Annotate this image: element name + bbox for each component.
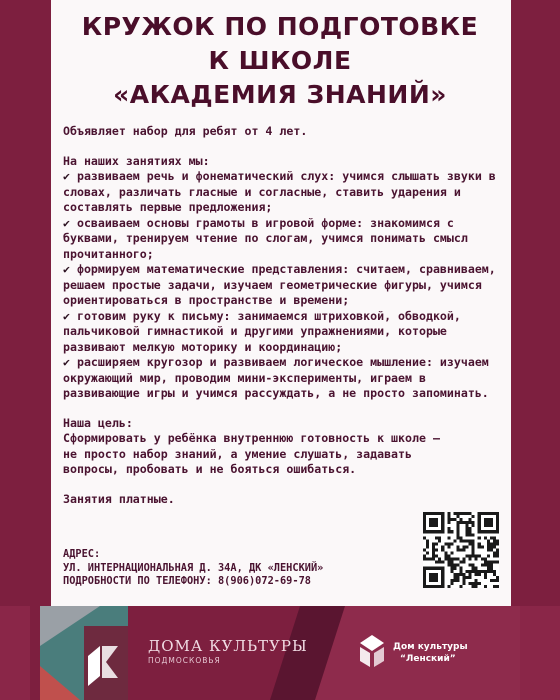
class-item: [63, 355, 497, 402]
poster-body: [63, 124, 497, 507]
goal-text: Сформировать у ребёнка внутреннюю готовность к школе — не просто набор знаний, а умение слушать, задавать вопросы, пробовать и не бояться ошибаться.: [63, 431, 440, 476]
address-block: [63, 548, 323, 589]
address-line: УЛ. ИНТЕРНАЦИОНАЛЬНАЯ Д. 34А, ДК «ЛЕНСКИЙ»: [63, 561, 324, 574]
doma-kultury-logo: [40, 606, 128, 700]
venue-name-line2: “Ленский”: [400, 654, 456, 664]
check-icon: ✔: [63, 262, 77, 276]
class-item: [63, 216, 497, 263]
paid-note: Занятия платные.: [63, 491, 175, 506]
class-item-text: развиваем речь и фонематический слух: учимся слышать звуки в словах, различать гласные и согласные, ставить ударения и составлять первые предложения;: [63, 169, 496, 214]
class-item: [63, 262, 497, 309]
goal-heading: Наша цель:: [63, 415, 133, 430]
network-name: ДОМА КУЛЬТУРЫ: [148, 637, 308, 655]
poster-title: [63, 10, 497, 112]
address-label: АДРЕС:: [63, 548, 101, 560]
network-sub: ПОДМОСКОВЬЯ: [148, 656, 221, 665]
class-item-text: формируем математические представления: считаем, сравниваем, решаем простые задачи, изучаем геометрические фигуры, учимся ориентироваться в пространстве и времени;: [63, 262, 496, 307]
title-line-1: КРУЖОК ПО ПОДГОТОВКЕ: [81, 12, 479, 41]
check-icon: ✔: [63, 169, 77, 183]
class-item: [63, 309, 497, 356]
classes-list: [63, 169, 497, 402]
class-item-text: расширяем кругозор и развиваем логическое мышление: изучаем окружающий мир, проводим мини-эксперименты, играем в развивающие игры и учимся рассуждать, а не просто запоминать.: [63, 355, 489, 400]
class-item: [63, 169, 497, 216]
phone-line: ПОДРОБНОСТИ ПО ТЕЛЕФОНУ: 8(906)072-69-78: [63, 575, 311, 587]
qr-code[interactable]: [423, 512, 499, 588]
class-item-text: готовим руку к письму: занимаемся штриховкой, обводкой, пальчиковой гимнастикой и другими упражнениями, которые развивают мелкую моторику и координацию;: [63, 308, 461, 354]
title-line-2: К ШКОЛЕ: [208, 46, 352, 75]
venue-name-line1: Дом культуры: [393, 642, 468, 652]
check-icon: ✔: [63, 308, 77, 323]
class-item-text: осваиваем основы грамоты в игровой форме: знакомимся с буквами, тренируем чтение по слогам, учимся понимать смысл прочитанного;: [63, 215, 468, 261]
check-icon: ✔: [63, 215, 77, 230]
title-line-3: «АКАДЕМИЯ ЗНАНИЙ»: [113, 80, 447, 109]
poster-sheet: [51, 0, 511, 606]
announcement: Объявляет набор для ребят от 4 лет.: [63, 124, 308, 138]
classes-heading: На наших занятиях мы:: [63, 153, 210, 168]
lenskiy-logo: [356, 633, 388, 669]
check-icon: ✔: [63, 355, 77, 369]
